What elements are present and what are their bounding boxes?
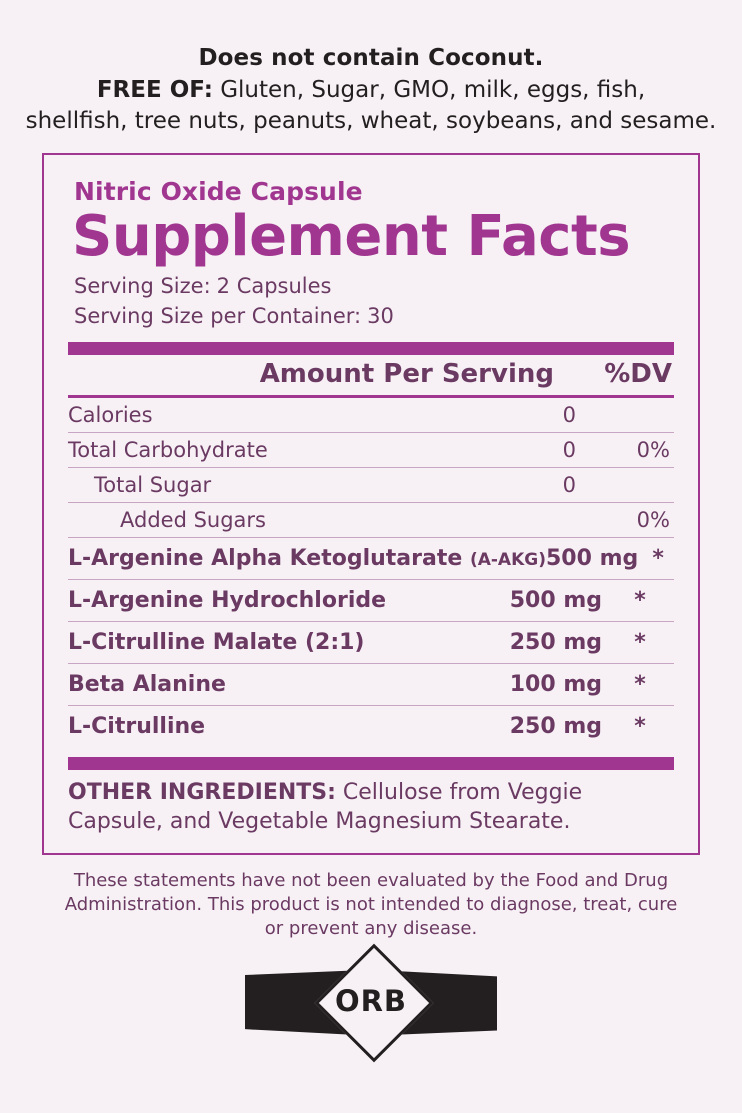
table-row (68, 433, 674, 467)
table-row (68, 503, 674, 537)
free-of-list: Gluten, Sugar, GMO, milk, eggs, fish, (212, 76, 646, 103)
table-row (68, 622, 674, 663)
serving-size-value: 2 Capsules (216, 273, 332, 298)
brand-logo (0, 956, 742, 1052)
other-ingredients-text: Cellulose from Veggie Capsule, and Vegetable Magnesium Stearate. (68, 779, 583, 835)
row-label (68, 714, 482, 739)
row-amount: 500 mg (509, 587, 602, 613)
row-dv: * (652, 545, 664, 571)
header-percent-dv: %DV (604, 358, 672, 389)
other-ingredients-label: OTHER INGREDIENTS: (68, 779, 336, 805)
row-label (68, 672, 482, 697)
row-dv: * (634, 587, 646, 613)
row-amount: 0 (562, 472, 576, 497)
row-label (68, 630, 482, 655)
table-row (68, 580, 674, 621)
divider-thick-bottom (68, 757, 674, 770)
row-label (68, 588, 482, 613)
servings-per-container-value: 30 (367, 304, 394, 329)
table-row (68, 398, 674, 432)
table-row (68, 538, 674, 579)
allergen-statement (0, 0, 742, 137)
row-label: Added Sugars (120, 507, 266, 532)
serving-size-label: Serving Size: (74, 273, 211, 298)
table-row (68, 664, 674, 705)
row-dv: * (634, 713, 646, 739)
row-label-text: L-Citrulline Malate (2:1) (68, 629, 365, 655)
row-label-text: Beta Alanine (68, 671, 226, 697)
row-dv: 0% (636, 507, 670, 532)
table-header (68, 355, 674, 395)
row-amount: 250 mg (509, 629, 602, 655)
row-label-text: L-Argenine Alpha Ketoglutarate (68, 545, 463, 571)
allergen-line-free-of-cont: shellfish, tree nuts, peanuts, wheat, soybeans, and sesame. (25, 107, 717, 134)
header-amount-per-serving: Amount Per Serving (259, 358, 554, 389)
servings-per-container-label: Serving Size per Container: (74, 304, 362, 329)
serving-size (74, 271, 674, 301)
allergen-line-contains: Does not contain Coconut. (198, 45, 544, 71)
row-label-text: L-Argenine Hydrochloride (68, 587, 387, 613)
product-name: Nitric Oxide Capsule (74, 176, 363, 206)
row-dv: 0% (636, 437, 670, 462)
fda-disclaimer: These statements have not been evaluated by the Food and Drug Administration. This product is not intended to diagnose, treat, cure or prevent any disease. (64, 869, 678, 940)
free-of-label: FREE OF: (96, 76, 213, 103)
row-dv: * (634, 671, 646, 697)
table-row (68, 706, 674, 747)
row-amount: 0 (562, 402, 576, 427)
row-amount: 500 mg (546, 545, 639, 571)
row-label: Total Sugar (94, 472, 212, 497)
supplement-facts-panel (42, 153, 700, 855)
logo-text: ORB (334, 983, 408, 1018)
row-label-text: L-Citrulline (68, 713, 206, 739)
row-amount: 100 mg (509, 671, 602, 697)
divider-thick-top (68, 342, 674, 355)
table-row (68, 468, 674, 502)
row-amount: 250 mg (509, 713, 602, 739)
row-label: Calories (68, 402, 153, 427)
other-ingredients (68, 778, 674, 837)
row-dv: * (634, 629, 646, 655)
allergen-line-free-of (18, 76, 724, 106)
row-label (68, 546, 546, 571)
servings-per-container (74, 301, 674, 331)
page-title: Supplement Facts (72, 203, 631, 269)
row-amount: 0 (562, 437, 576, 462)
row-label: Total Carbohydrate (68, 437, 268, 462)
row-label-sub: (A-AKG) (469, 549, 546, 570)
